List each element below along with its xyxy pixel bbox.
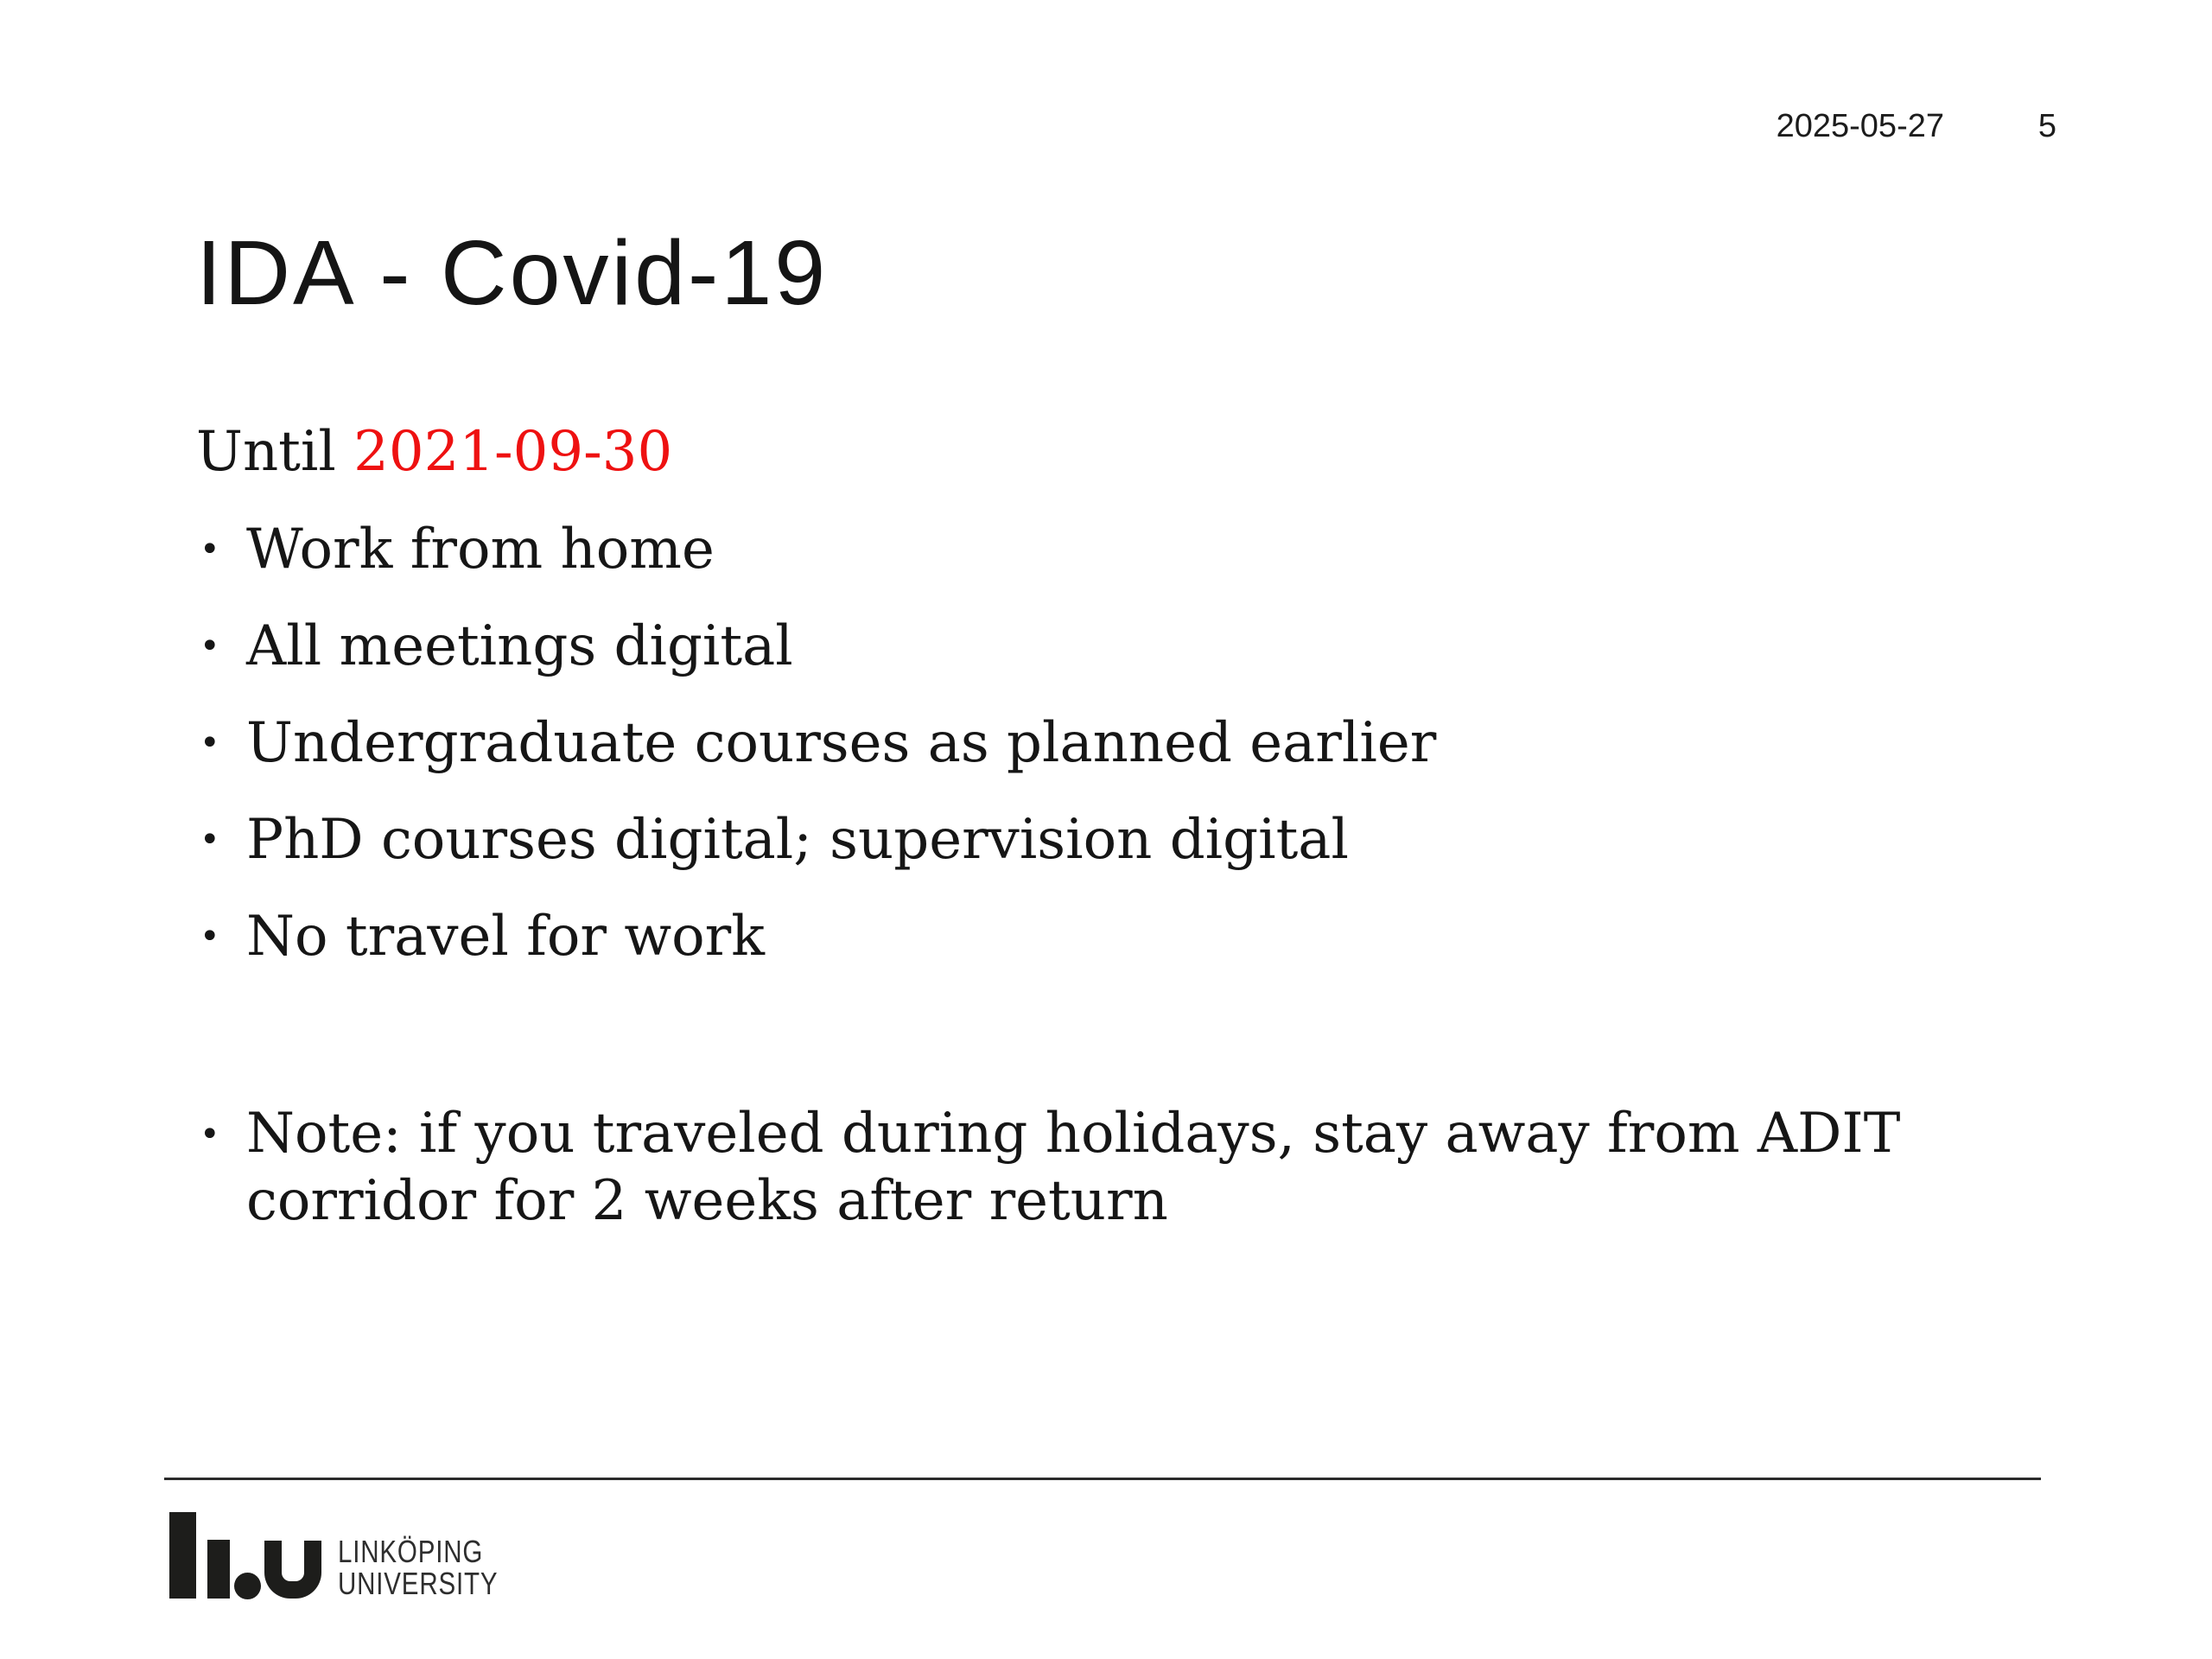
- slide-title: IDA - Covid-19: [196, 222, 829, 325]
- liu-logo-text: [338, 1535, 498, 1599]
- bullet-item: • All meetings digital: [196, 612, 1924, 681]
- liu-logo: [169, 1512, 688, 1607]
- bullet-item: • Undergraduate courses as planned earlier: [196, 709, 1924, 778]
- intro-date-highlight: 2021-09-30: [353, 420, 673, 484]
- intro-line: [196, 416, 1924, 487]
- footer-divider: [164, 1478, 2041, 1480]
- bullet-item: • Work from home: [196, 515, 1924, 584]
- bullet-item: • PhD courses digital; supervision digital: [196, 805, 1924, 874]
- bullet-item: • No travel for work: [196, 902, 1924, 971]
- note-line-1: • Note: if you traveled during holidays, stay away from ADIT: [246, 1102, 1901, 1166]
- liu-logo-mark-bar-l: [169, 1512, 196, 1599]
- liu-logo-mark-bar-i: [207, 1540, 230, 1599]
- body-block: [196, 416, 1924, 1235]
- note-bullet-item: [196, 1100, 1924, 1235]
- intro-prefix: Until: [196, 420, 354, 484]
- bullet-list: [196, 515, 1924, 971]
- liu-logo-mark-u: [264, 1541, 321, 1599]
- page-number: 5: [2037, 108, 2056, 144]
- liu-logo-mark-dot: [234, 1573, 261, 1599]
- header-date: 2025-05-27: [1776, 108, 1944, 144]
- liu-logo-text-line1: LINKÖPING: [338, 1534, 484, 1569]
- note-line-2: corridor for 2 weeks after return: [246, 1169, 1168, 1233]
- note-list: [196, 1100, 1924, 1235]
- liu-logo-text-line2: UNIVERSITY: [338, 1566, 499, 1601]
